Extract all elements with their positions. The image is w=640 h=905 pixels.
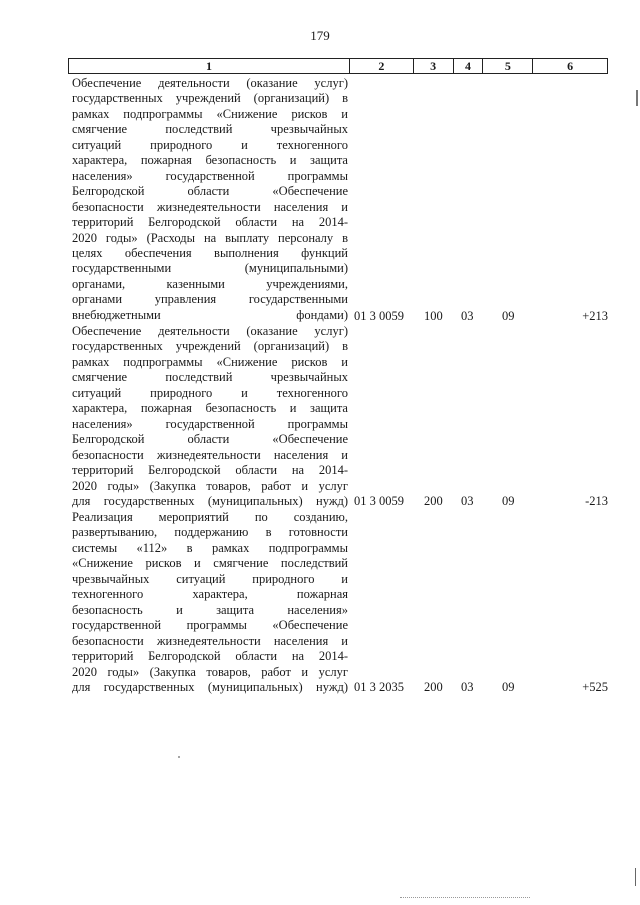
scan-edge-mark: [635, 868, 637, 886]
row-expense-type: 200: [424, 494, 443, 508]
row-expense-type: 100: [424, 309, 443, 323]
row-amount: +213: [582, 309, 608, 323]
row-amount: -213: [585, 494, 608, 508]
row-section: 03: [461, 309, 474, 323]
row-code: 01 3 0059: [354, 494, 404, 508]
header-col-3: 3: [414, 59, 454, 73]
header-col-2: 2: [350, 59, 414, 73]
row-subsection: 09: [502, 309, 515, 323]
row-amount: +525: [582, 680, 608, 694]
scan-speck: [178, 756, 180, 758]
row-expense-type: 200: [424, 680, 443, 694]
header-col-5: 5: [483, 59, 533, 73]
row-code: 01 3 2035: [354, 680, 404, 694]
page-number: 179: [310, 28, 330, 43]
row-subsection: 09: [502, 680, 515, 694]
scan-dotted-line: [400, 897, 530, 898]
row-subsection: 09: [502, 494, 515, 508]
row-description: Обеспечение деятельности (оказание услуг) государственных учреждений (организаций) в рамках подпрограммы «Снижение рисков и смягчение последствий чрезвычайных ситуаций природного и техногенного характера, пожарная безопасность и защита населения» государственной программы Белгородской области «Обеспечение безопасности жизнедеятельности населения и территорий Белгородской области на 2014- 2020 годы» (Закупка товаров, работ и услуг для государственных (муниципальных) нужд): [72, 324, 348, 508]
row-section: 03: [461, 494, 474, 508]
row-code: 01 3 0059: [354, 309, 404, 323]
scan-edge-mark: [636, 90, 638, 106]
header-col-4: 4: [454, 59, 484, 73]
header-col-1: 1: [69, 59, 350, 73]
header-col-6: 6: [567, 58, 574, 73]
row-description: Обеспечение деятельности (оказание услуг) государственных учреждений (организаций) в рамках подпрограммы «Снижение рисков и смягчение последствий чрезвычайных ситуаций природного и техногенного характера, пожарная безопасность и защита населения» государственной программы Белгородской области «Обеспечение безопасности жизнедеятельности населения и территорий Белгородской области на 2014- 2020 годы» (Расходы на выплату персоналу в целях обеспечения выполнения функций государственными (муниципальными) органами, казенными учреждениями, органами управления государственными внебюджетными фондами): [72, 76, 348, 322]
row-description: Реализация мероприятий по созданию, развертыванию, поддержанию в готовности системы «112» в рамках подпрограммы «Снижение рисков и смягчение последствий чрезвычайных ситуаций природного и техногенного характера, пожарная безопасность и защита населения» государственной программы «Обеспечение безопасности жизнедеятельности населения и территорий Белгородской области на 2014- 2020 годы» (Закупка товаров, работ и услуг для государственных (муниципальных) нужд): [72, 510, 348, 694]
table-header: [68, 58, 608, 74]
row-section: 03: [461, 680, 474, 694]
